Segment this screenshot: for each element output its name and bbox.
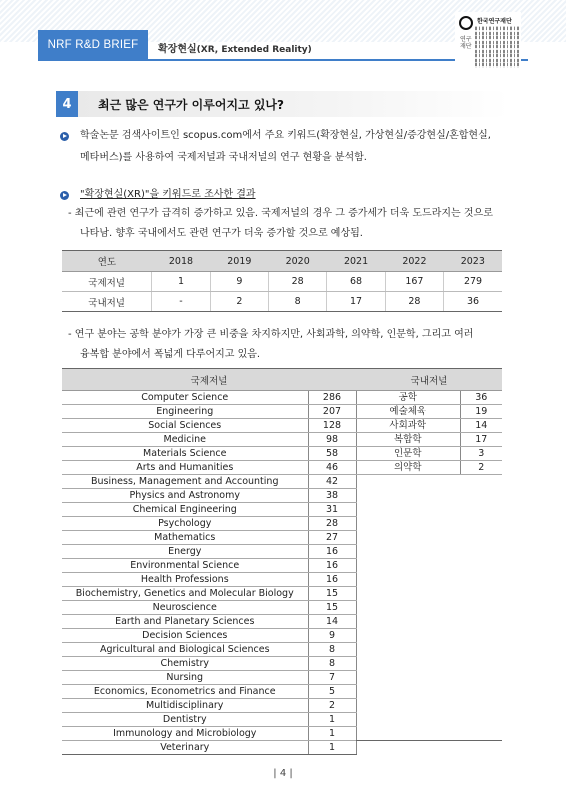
- table-row: [62, 405, 356, 419]
- dash2-line1: - 연구 분야는 공학 분야가 가장 큰 비중을 차지하지만, 사회과학, 의약학, 인문학, 그리고 여러: [68, 329, 474, 340]
- subject-count-cell: 286: [308, 391, 356, 405]
- table-row: [62, 601, 356, 615]
- subject-count-cell: 14: [308, 615, 356, 629]
- table-row: [62, 559, 356, 573]
- subject-name-cell: Economics, Econometrics and Finance: [62, 685, 308, 699]
- subject-count-cell: 128: [308, 419, 356, 433]
- subject-name-cell: Biochemistry, Genetics and Molecular Biology: [62, 587, 308, 601]
- field-name-cell: 인문학: [356, 447, 460, 461]
- table-row: [356, 391, 502, 405]
- section-number: 4: [56, 91, 78, 117]
- dash1-line2: 나타남. 향후 국내에서도 관련 연구가 더욱 증가할 것으로 예상됨.: [80, 228, 363, 239]
- subject-name-cell: Chemical Engineering: [62, 503, 308, 517]
- subject-name-cell: Nursing: [62, 671, 308, 685]
- section-title: 최근 많은 연구가 이루어지고 있나?: [98, 98, 284, 112]
- subject-name-cell: Agricultural and Biological Sciences: [62, 643, 308, 657]
- subject-count-cell: 9: [308, 629, 356, 643]
- subject-count-cell: 1: [308, 741, 356, 755]
- subject-count-cell: 16: [308, 559, 356, 573]
- subject-count-cell: 8: [308, 657, 356, 671]
- bullet1-line2: 메타버스)를 사용하여 국제저널과 국내저널의 연구 현황을 분석함.: [80, 152, 367, 163]
- header-subtitle-en: (XR, Extended Reality): [196, 45, 312, 55]
- field-name-cell: 사회과학: [356, 419, 460, 433]
- table-row: [62, 531, 356, 545]
- field-name-cell: 의약학: [356, 461, 460, 475]
- table-row: [356, 433, 502, 447]
- year-cell: 28: [269, 272, 327, 292]
- table-row: [62, 391, 356, 405]
- year-header-cell: 2019: [210, 251, 268, 272]
- year-header-cell: 2022: [385, 251, 443, 272]
- table-row: [62, 615, 356, 629]
- bullet-arrow-icon: [60, 132, 69, 141]
- org-name: 한국연구재단: [477, 18, 512, 25]
- year-cell: -: [152, 292, 210, 312]
- year-header-cell: 2018: [152, 251, 210, 272]
- subject-name-cell: Engineering: [62, 405, 308, 419]
- table-row: [62, 741, 356, 755]
- field-count-cell: 19: [460, 405, 502, 419]
- subject-count-cell: 15: [308, 587, 356, 601]
- subject-count-cell: 207: [308, 405, 356, 419]
- subject-name-cell: Chemistry: [62, 657, 308, 671]
- table-row: [62, 475, 356, 489]
- subject-name-cell: Computer Science: [62, 391, 308, 405]
- subject-name-cell: Social Sciences: [62, 419, 308, 433]
- field-count-cell: 3: [460, 447, 502, 461]
- table-row: [62, 713, 356, 727]
- subject-name-cell: Energy: [62, 545, 308, 559]
- domestic-table-header: 국내저널: [356, 369, 502, 391]
- subject-name-cell: Business, Management and Accounting: [62, 475, 308, 489]
- subject-count-cell: 1: [308, 727, 356, 741]
- subject-name-cell: Multidisciplinary: [62, 699, 308, 713]
- subject-count-cell: 7: [308, 671, 356, 685]
- subject-name-cell: Veterinary: [62, 741, 308, 755]
- bullet2-title: "확장현실(XR)"을 키워드로 조사한 결과: [80, 189, 256, 200]
- subject-name-cell: Immunology and Microbiology: [62, 727, 308, 741]
- year-cell: 9: [210, 272, 268, 292]
- table-row: [62, 461, 356, 475]
- table-row: [62, 629, 356, 643]
- table-row: [62, 272, 502, 292]
- domestic-table-blank-area: [356, 471, 502, 741]
- subject-name-cell: Decision Sciences: [62, 629, 308, 643]
- subject-count-cell: 58: [308, 447, 356, 461]
- subject-name-cell: Neuroscience: [62, 601, 308, 615]
- brief-label: NRF R&D BRIEF: [38, 30, 148, 60]
- table-row: [62, 433, 356, 447]
- table-row: [62, 292, 502, 312]
- table-row: [62, 685, 356, 699]
- year-cell: 36: [444, 292, 502, 312]
- header-subtitle-ko: 확장현실: [158, 44, 197, 55]
- subject-name-cell: Health Professions: [62, 573, 308, 587]
- year-header-cell: 연도: [62, 251, 152, 272]
- year-header-cell: 2021: [327, 251, 385, 272]
- table-row: [62, 545, 356, 559]
- year-table-header: [62, 251, 502, 272]
- subject-count-cell: 5: [308, 685, 356, 699]
- table-row: [62, 587, 356, 601]
- table-row: [62, 419, 356, 433]
- table-row: [62, 699, 356, 713]
- subject-name-cell: Psychology: [62, 517, 308, 531]
- subject-count-cell: 16: [308, 545, 356, 559]
- table-row: [62, 573, 356, 587]
- field-name-cell: 공학: [356, 391, 460, 405]
- field-count-cell: 36: [460, 391, 502, 405]
- subject-count-cell: 98: [308, 433, 356, 447]
- year-cell: 국내저널: [62, 292, 152, 312]
- subject-count-cell: 28: [308, 517, 356, 531]
- intl-journal-table: [62, 368, 357, 755]
- subject-count-cell: 27: [308, 531, 356, 545]
- table-row: [62, 517, 356, 531]
- field-count-cell: 17: [460, 433, 502, 447]
- subject-name-cell: Materials Science: [62, 447, 308, 461]
- table-row: [62, 671, 356, 685]
- subject-count-cell: 31: [308, 503, 356, 517]
- bullet-arrow-icon: [60, 191, 69, 200]
- subject-name-cell: Arts and Humanities: [62, 461, 308, 475]
- table-row: [62, 727, 356, 741]
- table-row: [62, 447, 356, 461]
- subject-count-cell: 1: [308, 713, 356, 727]
- dash1-line1: - 최근에 관련 연구가 급격히 증가하고 있음. 국제저널의 경우 그 증가세가 더욱 도드라지는 것으로: [68, 208, 493, 219]
- year-cell: 28: [385, 292, 443, 312]
- field-count-cell: 14: [460, 419, 502, 433]
- subject-name-cell: Earth and Planetary Sciences: [62, 615, 308, 629]
- intl-table-header: 국제저널: [62, 369, 356, 391]
- subject-count-cell: 42: [308, 475, 356, 489]
- org-logo: [455, 12, 521, 68]
- year-header-cell: 2020: [269, 251, 327, 272]
- qr-code-icon: [475, 26, 519, 68]
- table-row: [62, 489, 356, 503]
- subject-name-cell: Dentistry: [62, 713, 308, 727]
- year-cell: 68: [327, 272, 385, 292]
- subject-count-cell: 38: [308, 489, 356, 503]
- subject-count-cell: 8: [308, 643, 356, 657]
- year-cell: 17: [327, 292, 385, 312]
- page-number: | 4 |: [273, 768, 293, 779]
- year-table: [62, 250, 502, 312]
- subject-count-cell: 16: [308, 573, 356, 587]
- year-cell: 8: [269, 292, 327, 312]
- field-count-cell: 2: [460, 461, 502, 475]
- header-subtitle: [158, 40, 312, 55]
- subject-name-cell: Physics and Astronomy: [62, 489, 308, 503]
- dash2-line2: 융복합 분야에서 폭넓게 다루어지고 있음.: [80, 349, 261, 360]
- subject-name-cell: Medicine: [62, 433, 308, 447]
- org-vertical-text: 연구재단: [460, 36, 472, 50]
- field-name-cell: 예술체육: [356, 405, 460, 419]
- subject-count-cell: 46: [308, 461, 356, 475]
- domestic-journal-table: [356, 368, 502, 475]
- subject-name-cell: Mathematics: [62, 531, 308, 545]
- table-row: [356, 419, 502, 433]
- year-cell: 167: [385, 272, 443, 292]
- table-row: [62, 503, 356, 517]
- table-row: [62, 657, 356, 671]
- year-cell: 국제저널: [62, 272, 152, 292]
- bullet1-line1: 학술논문 검색사이트인 scopus.com에서 주요 키워드(확장현실, 가상현실/증강현실/혼합현실,: [80, 130, 491, 141]
- field-name-cell: 복합학: [356, 433, 460, 447]
- table-row: [62, 643, 356, 657]
- table-row: [356, 405, 502, 419]
- year-cell: 279: [444, 272, 502, 292]
- year-header-cell: 2023: [444, 251, 502, 272]
- year-cell: 1: [152, 272, 210, 292]
- subject-name-cell: Environmental Science: [62, 559, 308, 573]
- subject-count-cell: 2: [308, 699, 356, 713]
- table-row: [356, 447, 502, 461]
- subject-count-cell: 15: [308, 601, 356, 615]
- org-emblem-icon: [459, 16, 473, 30]
- year-cell: 2: [210, 292, 268, 312]
